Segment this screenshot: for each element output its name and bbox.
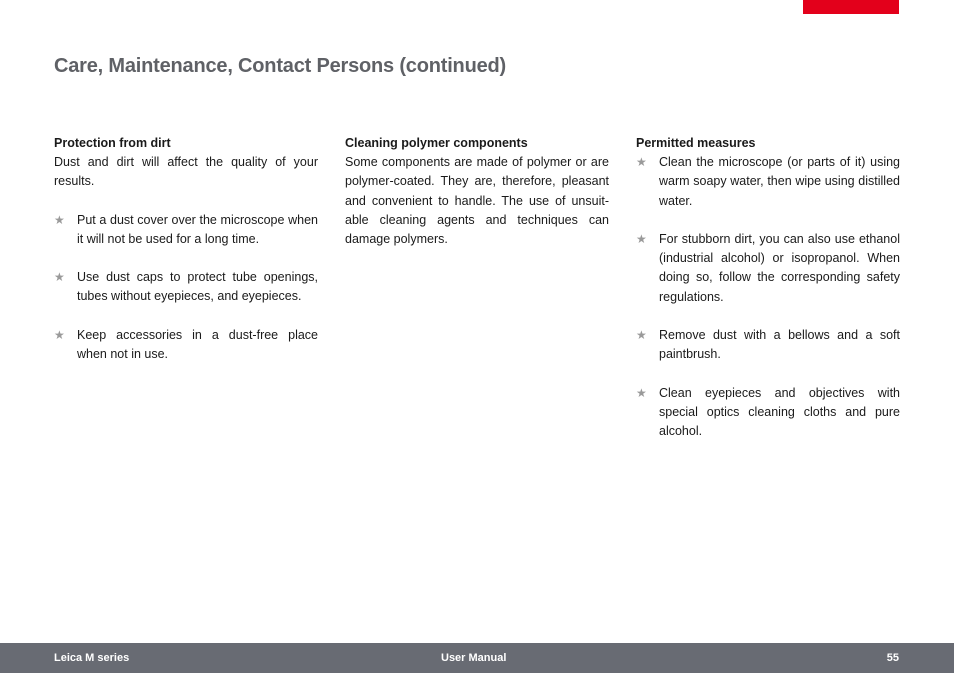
footer-document-title: User Manual xyxy=(441,652,507,664)
list-item xyxy=(54,268,318,306)
section-heading: Protection from dirt xyxy=(54,136,171,150)
star-icon: ★ xyxy=(54,327,65,342)
page-title: Care, Maintenance, Contact Persons (continued) xyxy=(54,55,506,77)
footer-product-name: Leica M series xyxy=(54,652,130,664)
star-icon: ★ xyxy=(636,328,647,342)
page-footer xyxy=(0,643,954,673)
list-item xyxy=(54,326,318,364)
list-item-text: Clean the microscope (or parts of it) using warm soapy water, then wipe using distilled water. xyxy=(659,155,900,208)
section-intro: Dust and dirt will affect the quality of your results. xyxy=(54,155,318,189)
star-icon: ★ xyxy=(636,385,647,400)
list-item-text: For stubborn dirt, you can also use ethanol (industrial alcohol) or isopropanol. When doing so, follow the corresponding safety regulations. xyxy=(659,232,900,304)
list-item-text: Put a dust cover over the microscope when it will not be used for a long time. xyxy=(77,212,318,246)
star-icon: ★ xyxy=(54,270,65,285)
section-heading: Cleaning polymer components xyxy=(345,136,528,150)
list-item-text: Use dust caps to protect tube openings, tubes without eyepieces, and eyepieces. xyxy=(77,270,318,304)
section-heading: Permitted measures xyxy=(636,136,756,150)
star-icon: ★ xyxy=(636,232,647,246)
list-item xyxy=(636,326,900,364)
list-item-text: Clean eyepieces and objectives with special optics cleaning cloths and pure alcohol. xyxy=(659,385,900,438)
list-item-text: Keep accessories in a dust-free place when not in use. xyxy=(77,327,318,361)
list-item-text: Remove dust with a bellows and a soft paintbrush. xyxy=(659,328,900,362)
section-intro: Some components are made of polymer or are polymer-coated. They are, therefore, pleasant and convenient to handle. The use of unsuit-able cleaning agents and techniques can damage polymers. xyxy=(345,155,609,247)
column-permitted-measures xyxy=(636,134,900,460)
column-protection-from-dirt xyxy=(54,134,318,383)
star-icon: ★ xyxy=(54,212,65,227)
list-item xyxy=(636,230,900,307)
column-cleaning-polymer xyxy=(345,134,609,268)
star-icon: ★ xyxy=(636,155,647,170)
page-number: 55 xyxy=(886,652,899,664)
list-item xyxy=(54,211,318,249)
list-item xyxy=(636,153,900,211)
list-item xyxy=(636,384,900,442)
red-accent-bar xyxy=(803,0,899,14)
